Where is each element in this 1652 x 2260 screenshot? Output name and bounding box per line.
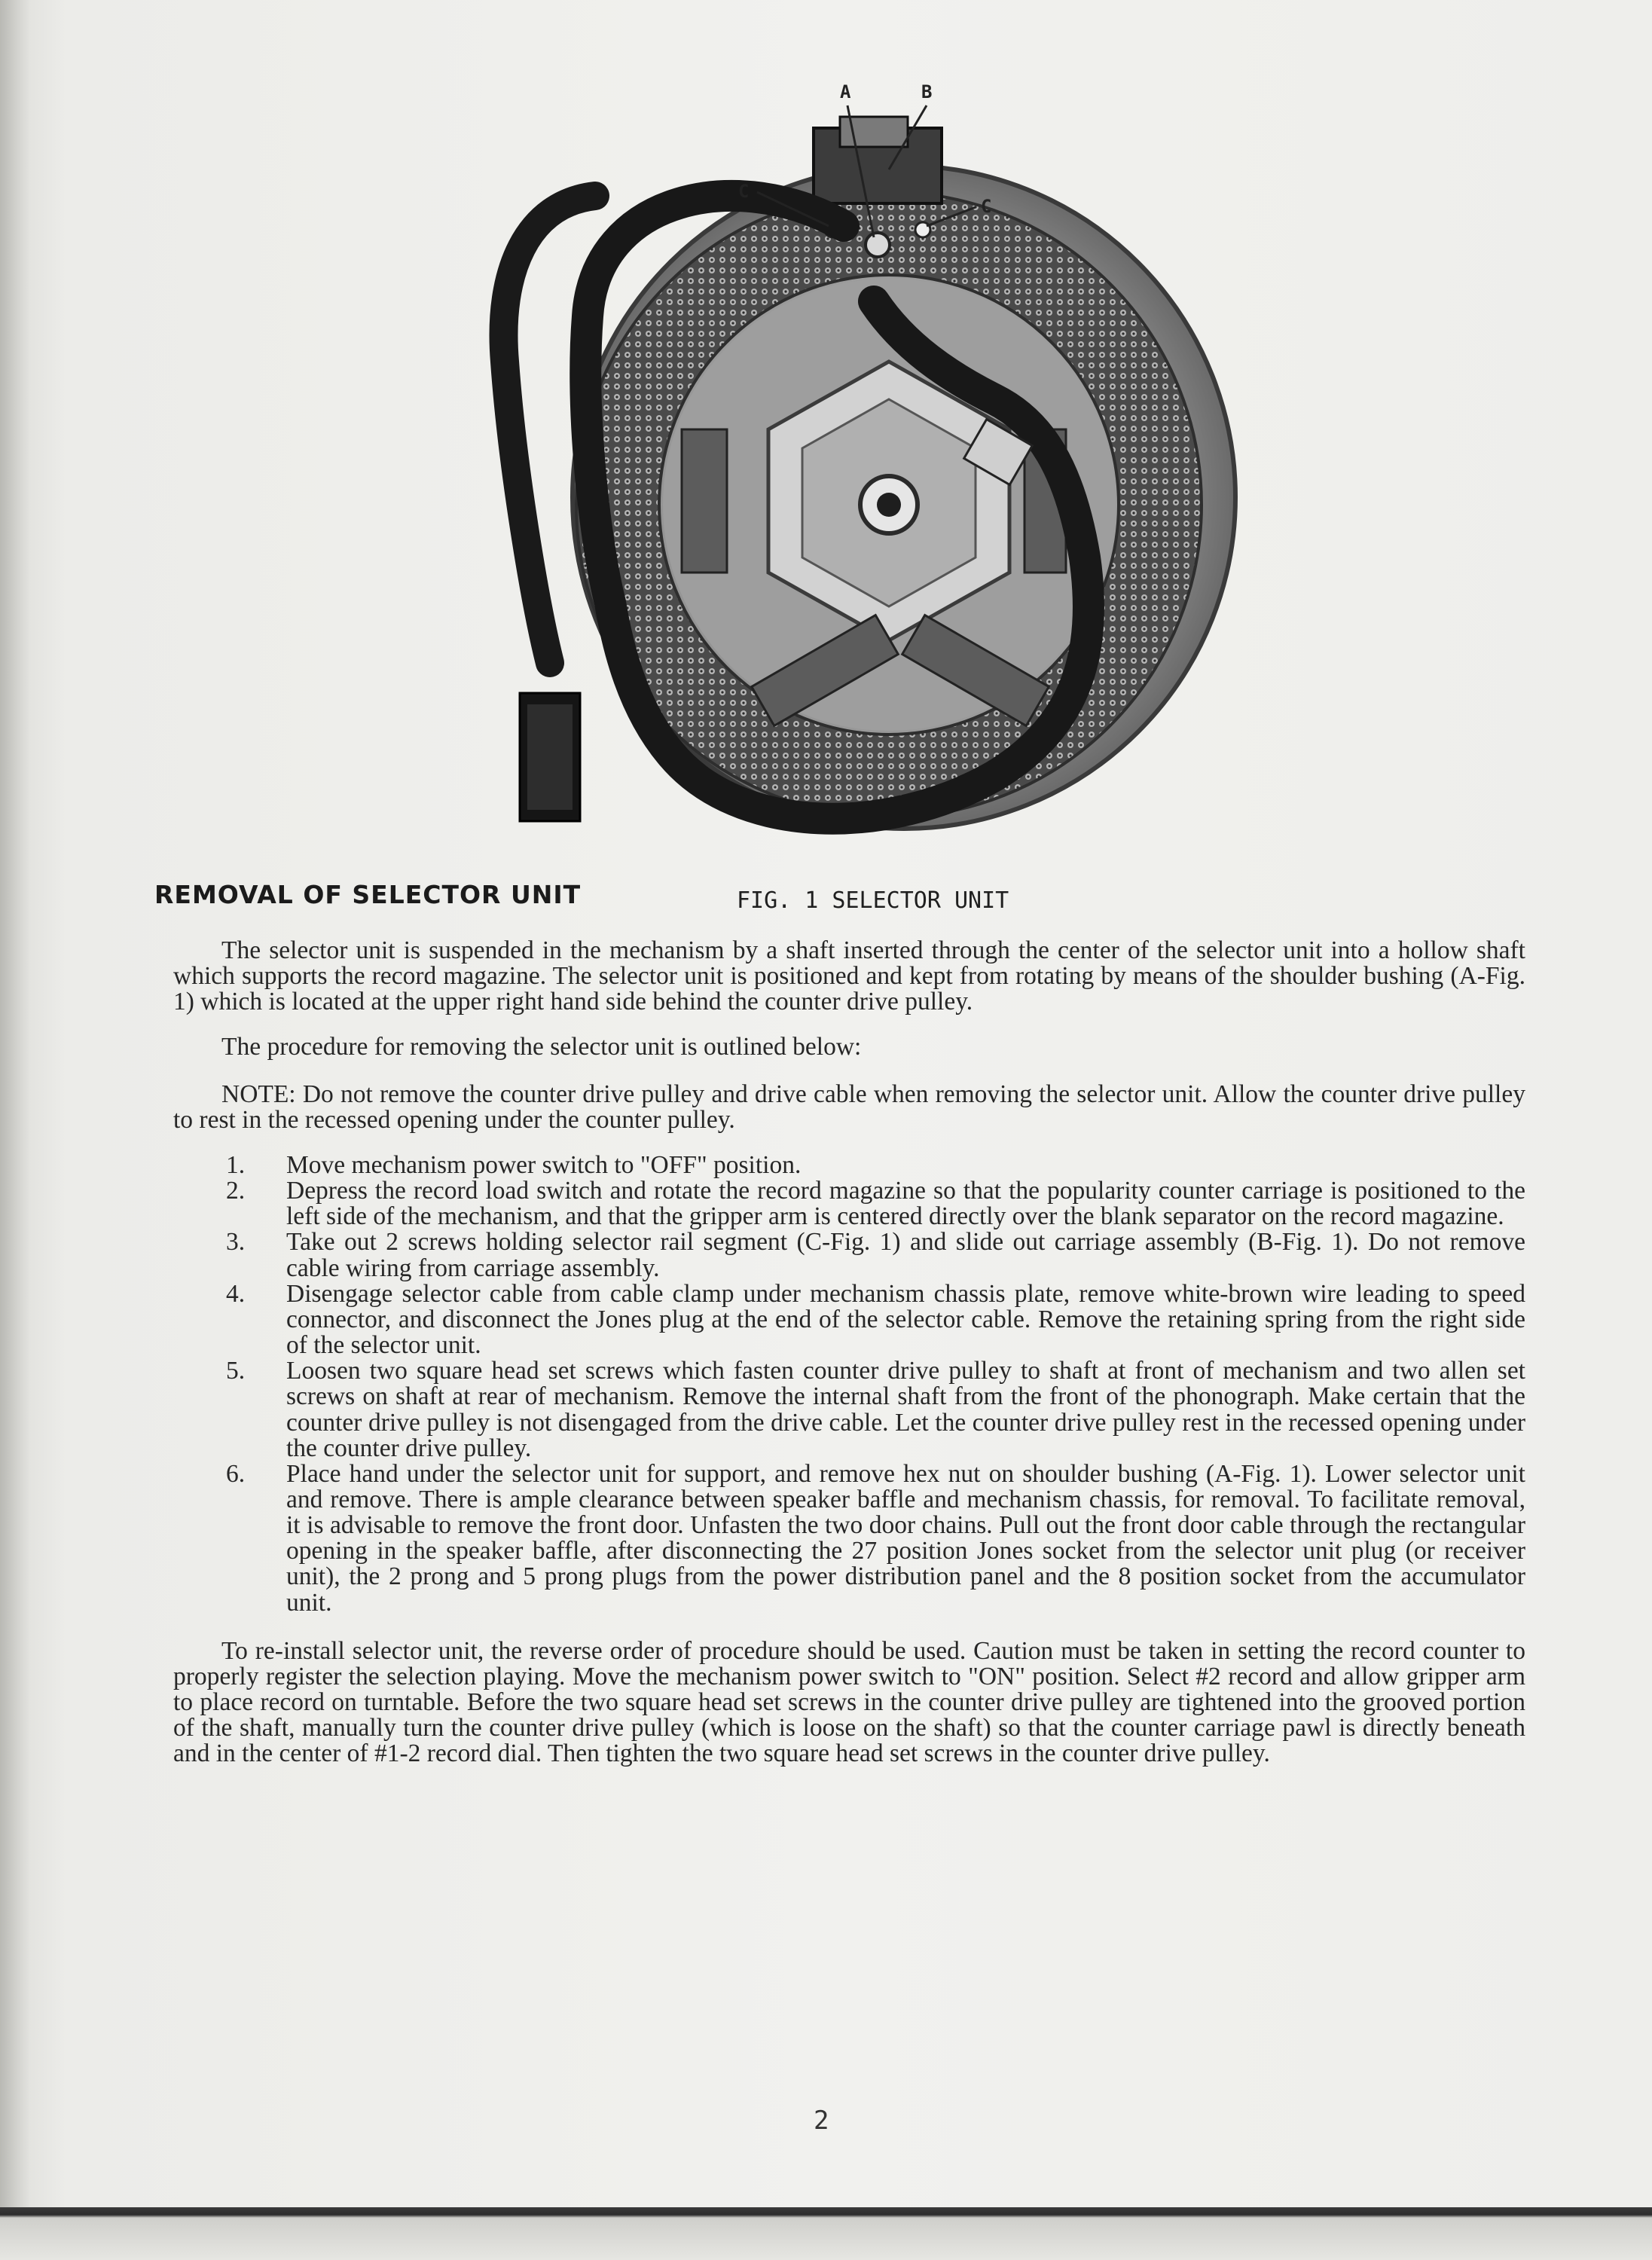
step-number: 2. — [226, 1177, 246, 1205]
step-number: 4. — [226, 1279, 246, 1308]
step-item — [173, 1281, 1525, 1358]
procedure-steps — [173, 1150, 1525, 1617]
selector-unit-photo — [422, 75, 1266, 889]
contact-block-left — [682, 429, 727, 573]
step-number: 1. — [226, 1150, 246, 1179]
step-item — [173, 1150, 1525, 1179]
step-text: Move mechanism power switch to "OFF" position. — [286, 1150, 802, 1179]
body-text — [173, 938, 1525, 1787]
callout-b: B — [921, 81, 933, 102]
step-number: 6. — [226, 1459, 246, 1488]
shoulder-bushing — [866, 233, 890, 257]
callout-c-left: C — [738, 181, 750, 202]
section-heading: REMOVAL OF SELECTOR UNIT — [154, 880, 582, 909]
note-paragraph: NOTE: Do not remove the counter drive pulley and drive cable when removing the selector unit. Allow the counter drive pulley to rest in the recessed opening under the counter pulley. — [173, 1080, 1525, 1134]
step-item — [173, 1358, 1525, 1461]
page-number: 2 — [814, 2106, 829, 2136]
figure-caption: FIG. 1 SELECTOR UNIT — [737, 887, 1009, 914]
callout-a: A — [840, 81, 851, 102]
page-bottom-edge — [0, 2207, 1652, 2260]
step-item — [173, 1229, 1525, 1281]
selector-unit-illustration — [422, 75, 1266, 889]
reinstall-paragraph: To re-install selector unit, the reverse order of procedure should be used. Caution must be taken in setting the record counter to properly register the selection playing. Move the mechanism power switch to "ON" position. Select #2 record and allow gripper arm to place record on turntable. Before the two square head set screws in the counter drive pulley are tightened into the grooved portion of the shaft, manually turn the counter drive pulley (which is loose on the shaft) so that the counter carriage pawl is directly beneath and in the center of #1-2 record dial. Then tighten the two square head set screws in the counter drive pulley. — [173, 1636, 1525, 1768]
step-text: Disengage selector cable from cable clamp under mechanism chassis plate, remove white-brown wire leading to speed connector, and disconnect the Jones plug at the end of the selector cable. Remove the retaining spring from the right side of the selector unit. — [286, 1279, 1525, 1360]
step-number: 3. — [226, 1228, 246, 1257]
step-item — [173, 1178, 1525, 1229]
step-text: Take out 2 screws holding selector rail segment (C-Fig. 1) and slide out carriage assembly (B-Fig. 1). Do not remove cable wiring from carriage assembly. — [286, 1228, 1525, 1282]
procedure-intro-paragraph: The procedure for removing the selector unit is outlined below: — [221, 1033, 862, 1061]
intro-paragraph: The selector unit is suspended in the mechanism by a shaft inserted through the center of the selector unit into a hollow shaft which supports the record magazine. The selector unit is positioned and kept from rotating by means of the shoulder bushing (A-Fig. 1) which is located at the upper right hand side behind the counter drive pulley. — [173, 936, 1525, 1016]
step-text: Depress the record load switch and rotate the record magazine so that the popularity counter carriage is positioned to the left side of the mechanism, and that the gripper arm is centered directly over the blank separator on the record magazine. — [286, 1177, 1525, 1231]
step-number: 5. — [226, 1357, 246, 1385]
page-left-edge-shadow — [0, 0, 30, 2260]
step-text: Place hand under the selector unit for support, and remove hex nut on shoulder bushing (A-Fig. 1). Lower selector unit and remove. There is ample clearance between speaker baffle and mechanism chassis, for removal. To facilitate removal, it is advisable to remove the front door. Unfasten the two door chains. Pull out the front door cable through the rectangular opening in the speaker baffle, after disconnecting the 27 position Jones socket from the selector unit plug (or receiver unit), the 2 prong and 5 prong plugs from the power distribution panel and the 8 position socket from the accumulator unit. — [286, 1459, 1525, 1617]
step-text: Loosen two square head set screws which fasten counter drive pulley to shaft at front of mechanism and two allen set screws on shaft at rear of mechanism. Remove the internal shaft from the front of the phonograph. Make certain that the counter drive pulley is not disengaged from the drive cable. Let the counter drive pulley rest in the recessed opening under the counter drive pulley. — [286, 1357, 1525, 1462]
step-item — [173, 1461, 1525, 1616]
callout-c-right: C — [981, 196, 992, 217]
